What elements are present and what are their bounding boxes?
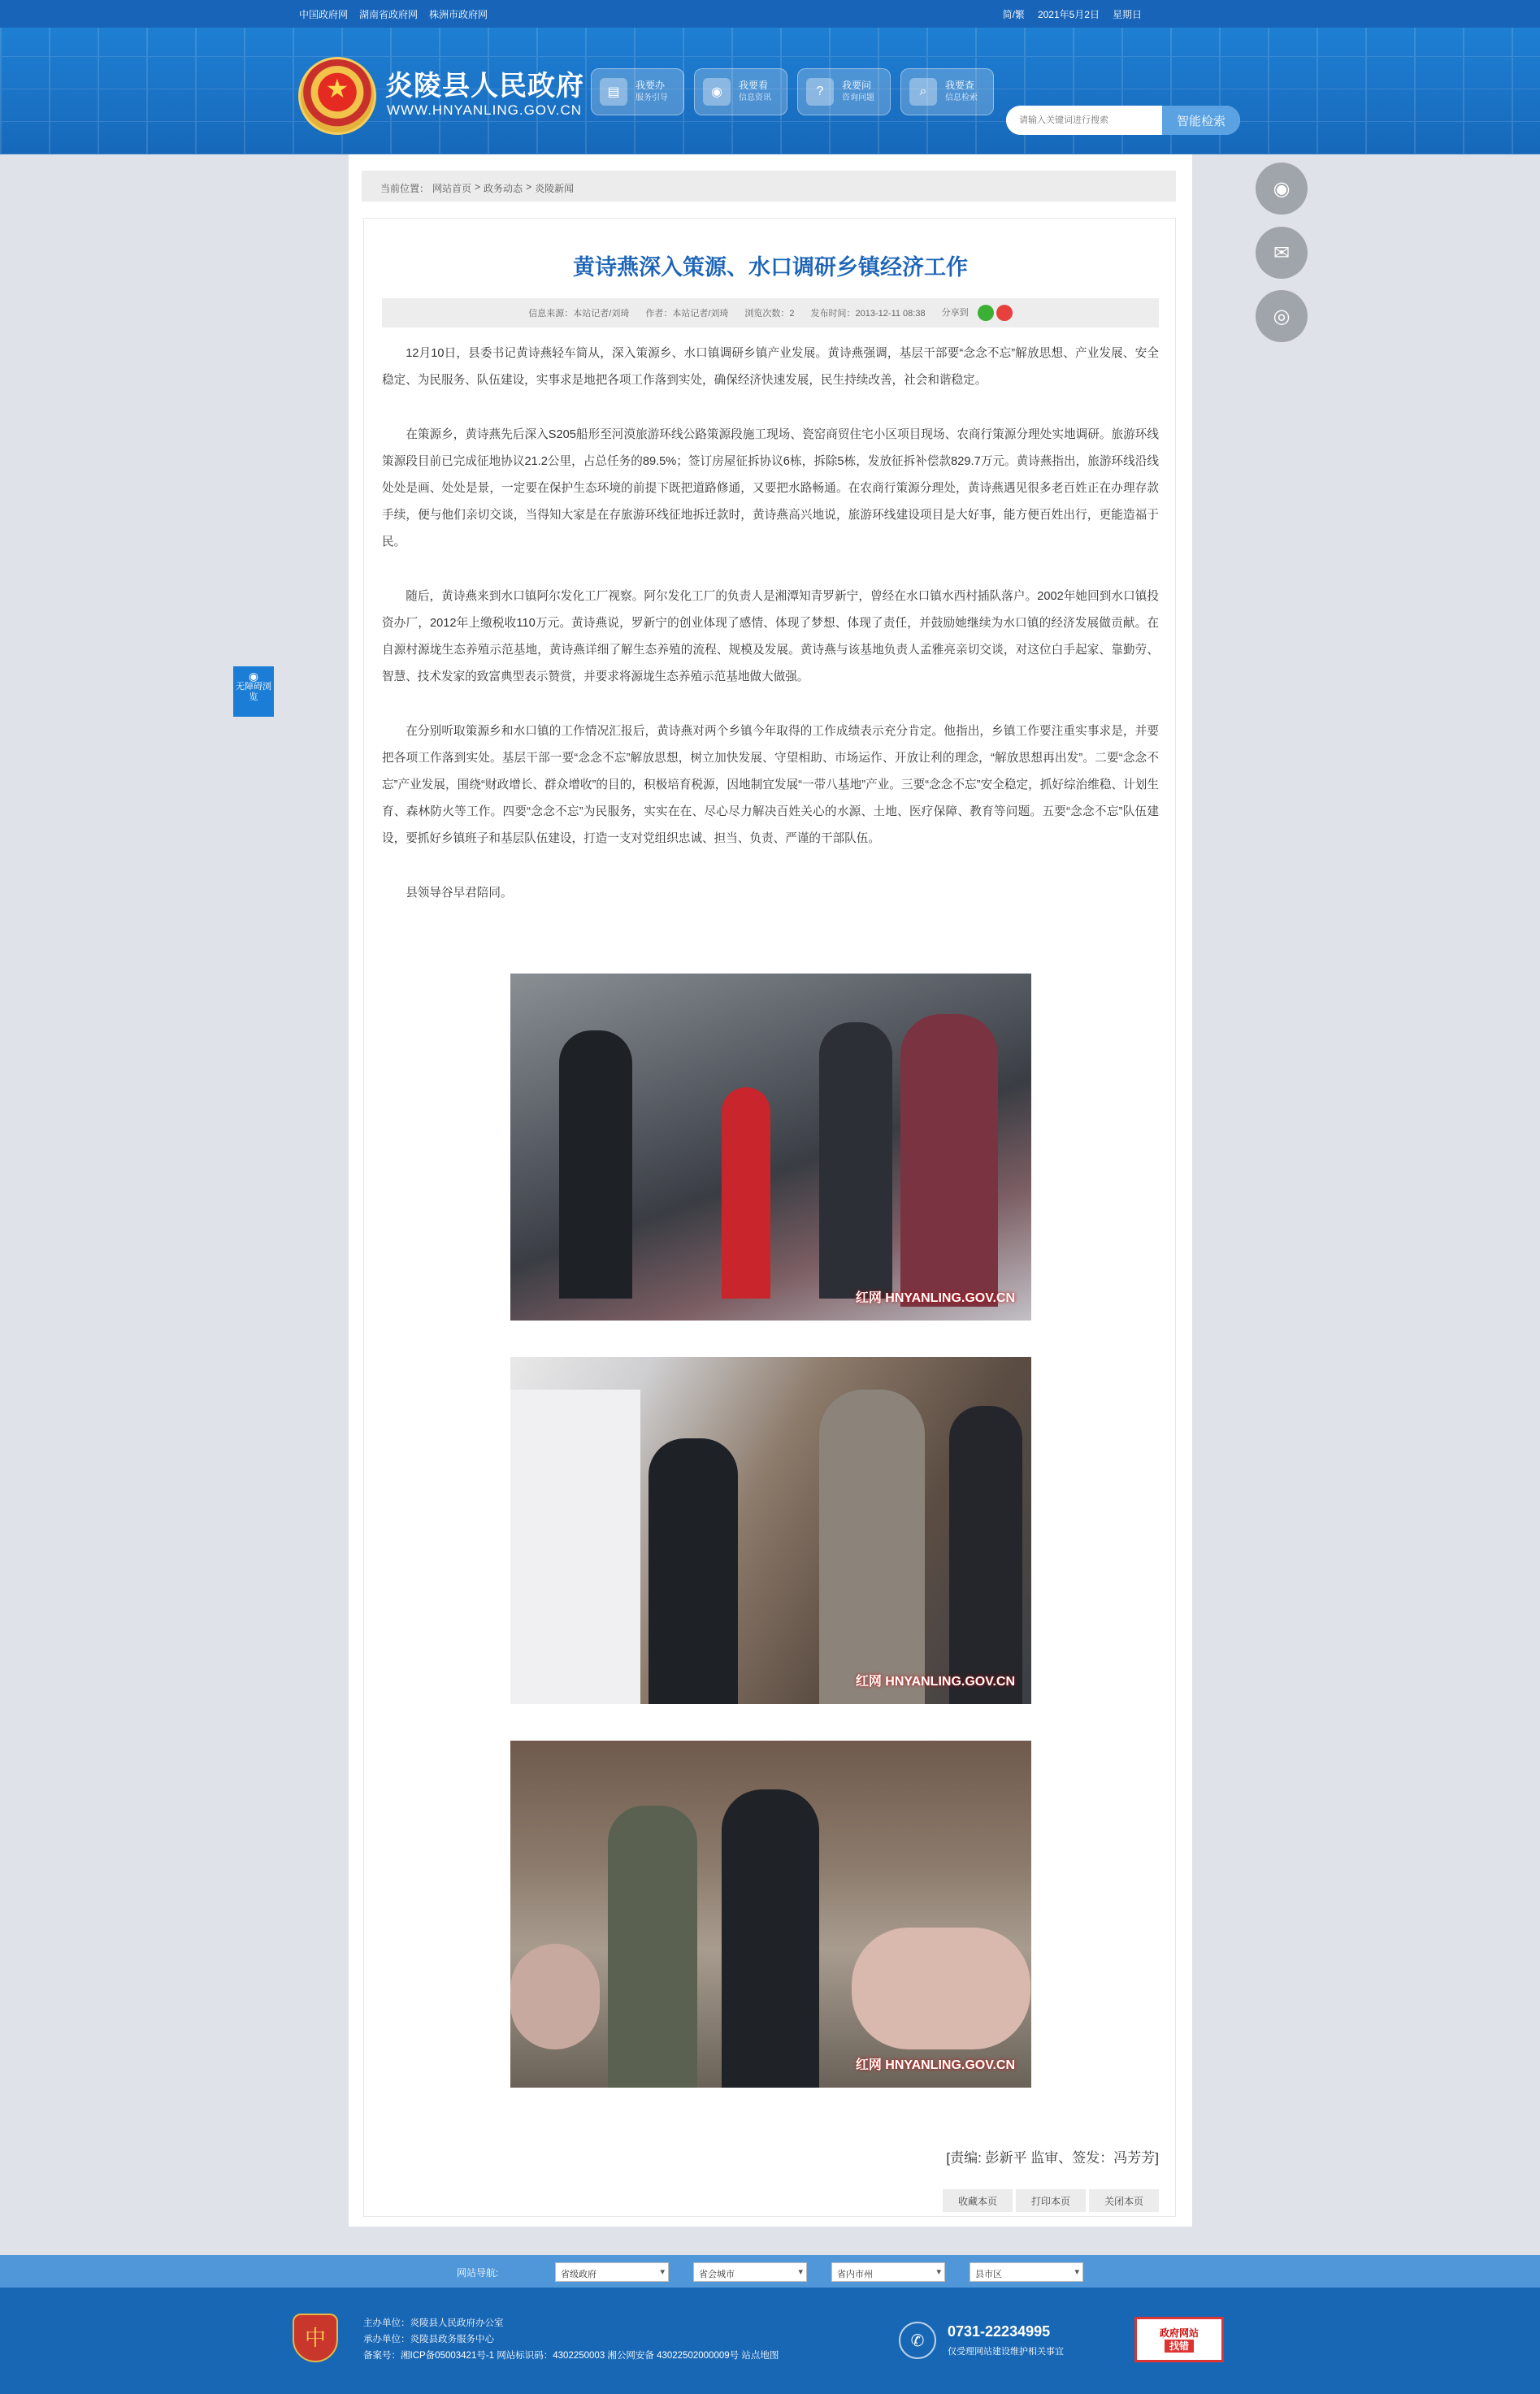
- phone-icon: ✆: [899, 2322, 936, 2359]
- meta-share-label: [942, 305, 1013, 321]
- accessibility-label: 无障碍浏览: [236, 682, 271, 702]
- meta-author: 作者：本站记者/刘琦: [645, 309, 729, 319]
- photo-figure: [722, 1087, 770, 1299]
- link-hunan-gov[interactable]: 湖南省政府网: [359, 9, 419, 20]
- paragraph: 在策源乡，黄诗燕先后深入S205船形至河漠旅游环线公路策源段施工现场、瓷窑商贸住宅小区项目现场、农商行策源分理处实地调研。旅游环线策源段目前已完成征地协议21.2公里，占总任务的89.5%；签订房屋征拆协议6栋，拆除5栋，发放征拆补偿款829.7万元。黄诗燕指出，旅游环线沿线处处是画、处处是景，一定要在保护生态环境的前提下既把道路修通，又要把水路畅通。在农商行策源分理处，黄诗燕遇见很多老百姓正在办理存款手续，便与他们亲切交谈，当得知大家是在存旅游环线征地拆迁款时，黄诗燕高兴地说，旅游环线建设项目是大好事，能方便百姓出行，更能造福于民。: [382, 428, 1159, 549]
- quick-label: 我要查: [945, 80, 975, 91]
- quick-label: 我要问: [842, 80, 872, 91]
- quick-button-view[interactable]: [694, 68, 787, 115]
- weibo-share-icon[interactable]: [996, 305, 1013, 321]
- photo-figure: [819, 1390, 925, 1704]
- photo-watermark: 红网 HNYANLING.GOV.CN: [855, 1291, 1015, 1305]
- article-title: 黄诗燕深入策源、水口调研乡镇经济工作: [573, 255, 968, 280]
- quick-buttons: [591, 68, 994, 115]
- footer-info: [363, 2315, 779, 2364]
- select-prefectures[interactable]: 省内市州 ▾: [831, 2262, 945, 2282]
- weekday-text: 星期日: [1112, 9, 1142, 20]
- eye-icon: ◉: [248, 670, 259, 683]
- photo-pigs: [852, 1928, 1030, 2049]
- site-footer: [0, 2288, 1540, 2394]
- bookmark-button[interactable]: 收藏本页: [943, 2189, 1013, 2212]
- footer-phone: 0731-22234995: [948, 2323, 1051, 2340]
- footer-phone-tip: 仅受理网站建设维护相关事宜: [948, 2347, 1064, 2357]
- photo-watermark: 红网 HNYANLING.GOV.CN: [855, 1675, 1015, 1689]
- quick-sub: 信息检索: [945, 93, 978, 102]
- photo-figure: [900, 1014, 998, 1307]
- accessibility-button[interactable]: [233, 666, 274, 717]
- link-central-gov[interactable]: 中国政府网: [299, 9, 349, 20]
- quick-label: 我要看: [739, 80, 769, 91]
- question-icon: ?: [806, 78, 834, 106]
- search-box: [1006, 106, 1240, 135]
- search-input[interactable]: [1006, 106, 1162, 135]
- article-tools: [943, 2189, 1159, 2212]
- breadcrumb-sep: >: [526, 181, 532, 193]
- quick-button-search[interactable]: [900, 68, 994, 115]
- report-error-badge[interactable]: [1134, 2317, 1224, 2362]
- footer-record[interactable]: 备案号：湘ICP备05003421号-1 网站标识码：4302250003 湘公网安备 43022502000009号 站点地图: [363, 2351, 779, 2361]
- search-button[interactable]: 智能检索: [1162, 106, 1240, 135]
- badge-top: 政府网站: [1159, 2327, 1199, 2339]
- badge-bottom: 找错: [1165, 2340, 1194, 2353]
- top-links: [299, 7, 488, 21]
- photo-figure: [559, 1030, 632, 1299]
- breadcrumb: [362, 171, 1176, 202]
- wechat-icon[interactable]: ✉: [1256, 227, 1308, 279]
- breadcrumb-prefix: 当前位置：: [380, 183, 430, 194]
- breadcrumb-news[interactable]: 政务动态: [484, 183, 523, 194]
- top-right: [1003, 7, 1142, 21]
- photo-sacks: [510, 1390, 640, 1704]
- photo-figure: [819, 1022, 892, 1299]
- photo-figure: [949, 1406, 1022, 1704]
- photo-pigs: [510, 1944, 600, 2049]
- search-icon: ⌕: [909, 78, 937, 106]
- paragraph: 在分别听取策源乡和水口镇的工作情况汇报后，黄诗燕对两个乡镇今年取得的工作成绩表示充分肯定。他指出，乡镇工作要注重实事求是，并要把各项工作落到实处。基层干部一要“念念不忘”解放思想，树立加快发展、守望相助、市场运作、开放让利的理念，“解放思想再出发”。二要“念念不忘”产业发展，围绕“财政增长、群众增收”的目的，积极培育税源，因地制宜发展“一带八基地”产业。三要“念念不忘”安全稳定，抓好综治维稳、计划生育、森林防火等工作。四要“念念不忘”为民服务，实实在在、尽心尽力解决百姓关心的水源、土地、医疗保障、教育等问题。五要“念念不忘”队伍建设，要抓好乡镇班子和基层队伍建设，打造一支对党组织忠诚、担当、负责、严谨的干部队伍。: [382, 725, 1159, 845]
- document-icon: ▤: [600, 78, 627, 106]
- eye-icon: ◉: [703, 78, 731, 106]
- meta-date: 发布时间：2013-12-11 08:38: [810, 309, 926, 319]
- responsible-editor: [责编: 彭新平 监审、签发：冯芳芳]: [946, 2150, 1159, 2166]
- news-photo-1: [510, 974, 1031, 1321]
- breadcrumb-current[interactable]: 炎陵新闻: [535, 183, 575, 194]
- footer-undertaker: 承办单位：炎陵县政务服务中心: [363, 2335, 494, 2344]
- photo-figure: [608, 1806, 697, 2088]
- quick-sub: 信息资讯: [739, 93, 771, 102]
- print-button[interactable]: 打印本页: [1016, 2189, 1086, 2212]
- article-meta: [382, 298, 1159, 327]
- meta-source: 信息来源：本站记者/刘琦: [528, 309, 630, 319]
- breadcrumb-home[interactable]: 网站首页: [432, 183, 472, 194]
- footer-nav-label: 网站导航:: [457, 2267, 499, 2279]
- article: [363, 218, 1176, 2217]
- weibo-icon[interactable]: ◎: [1256, 290, 1308, 342]
- link-zhuzhou-gov[interactable]: 株洲市政府网: [429, 9, 488, 20]
- select-capital-cities[interactable]: 省会城市 ▾: [693, 2262, 807, 2282]
- article-body: [382, 340, 1159, 935]
- paragraph: 12月10日，县委书记黄诗燕轻车简从，深入策源乡、水口镇调研乡镇产业发展。黄诗燕强调，基层干部要“念念不忘”解放思想、产业发展、安全稳定、为民服务、队伍建设，实事求是地把各项工作落到实处，确保经济快速发展，民生持续改善，社会和谐稳定。: [382, 347, 1159, 387]
- quick-label: 我要办: [636, 80, 666, 91]
- select-provincial-gov[interactable]: 省级政府 ▾: [555, 2262, 669, 2282]
- site-title[interactable]: 炎陵县人民政府: [385, 71, 584, 102]
- national-emblem-icon: ★: [298, 57, 376, 135]
- quick-sub: 服务引导: [636, 93, 668, 102]
- photo-watermark: 红网 HNYANLING.GOV.CN: [855, 2058, 1015, 2072]
- party-gov-logo-icon: 中: [293, 2314, 338, 2362]
- photo-figure: [722, 1789, 819, 2088]
- select-counties[interactable]: 县市区 ▾: [970, 2262, 1083, 2282]
- paragraph: 随后，黄诗燕来到水口镇阿尔发化工厂视察。阿尔发化工厂的负责人是湘潭知青罗新宁，曾经在水口镇水西村插队落户。2002年她回到水口镇投资办厂，2012年上缴税收110万元。黄诗燕说，罗新宁的创业体现了感情、体现了梦想、体现了责任，并鼓励她继续为水口镇的经济发展做贡献。在自源村源垅生态养殖示范基地，黄诗燕详细了解生态养殖的流程、规模及发展。黄诗燕与该基地负责人孟雅亮亲切交谈，对这位白手起家、靠勤劳、智慧、技术发家的致富典型表示赞赏，并要求将源垅生态养殖示范基地做大做强。: [382, 590, 1159, 683]
- share-label: 分享到: [941, 307, 969, 318]
- breadcrumb-sep: >: [475, 181, 481, 193]
- site-url: WWW.HNYANLING.GOV.CN: [387, 102, 583, 118]
- footer-host: 主办单位：炎陵县人民政府办公室: [363, 2318, 504, 2328]
- date-text: 2021年5月2日: [1037, 9, 1100, 20]
- eye-icon[interactable]: ◉: [1256, 163, 1308, 215]
- quick-button-do[interactable]: [591, 68, 684, 115]
- quick-button-ask[interactable]: [797, 68, 891, 115]
- paragraph: 县领导谷早君陪同。: [406, 887, 513, 900]
- wechat-share-icon[interactable]: [978, 305, 994, 321]
- photo-figure: [649, 1438, 738, 1704]
- news-photo-3: [510, 1741, 1031, 2088]
- quick-sub: 咨询问题: [842, 93, 874, 102]
- news-photo-2: [510, 1357, 1031, 1704]
- footer-nav: [0, 2255, 1540, 2288]
- top-bar: [0, 0, 1540, 28]
- close-page-button[interactable]: 关闭本页: [1089, 2189, 1159, 2212]
- site-header: [0, 28, 1540, 154]
- meta-views: 浏览次数：2: [744, 309, 795, 319]
- lang-switch[interactable]: 简/繁: [1002, 9, 1025, 20]
